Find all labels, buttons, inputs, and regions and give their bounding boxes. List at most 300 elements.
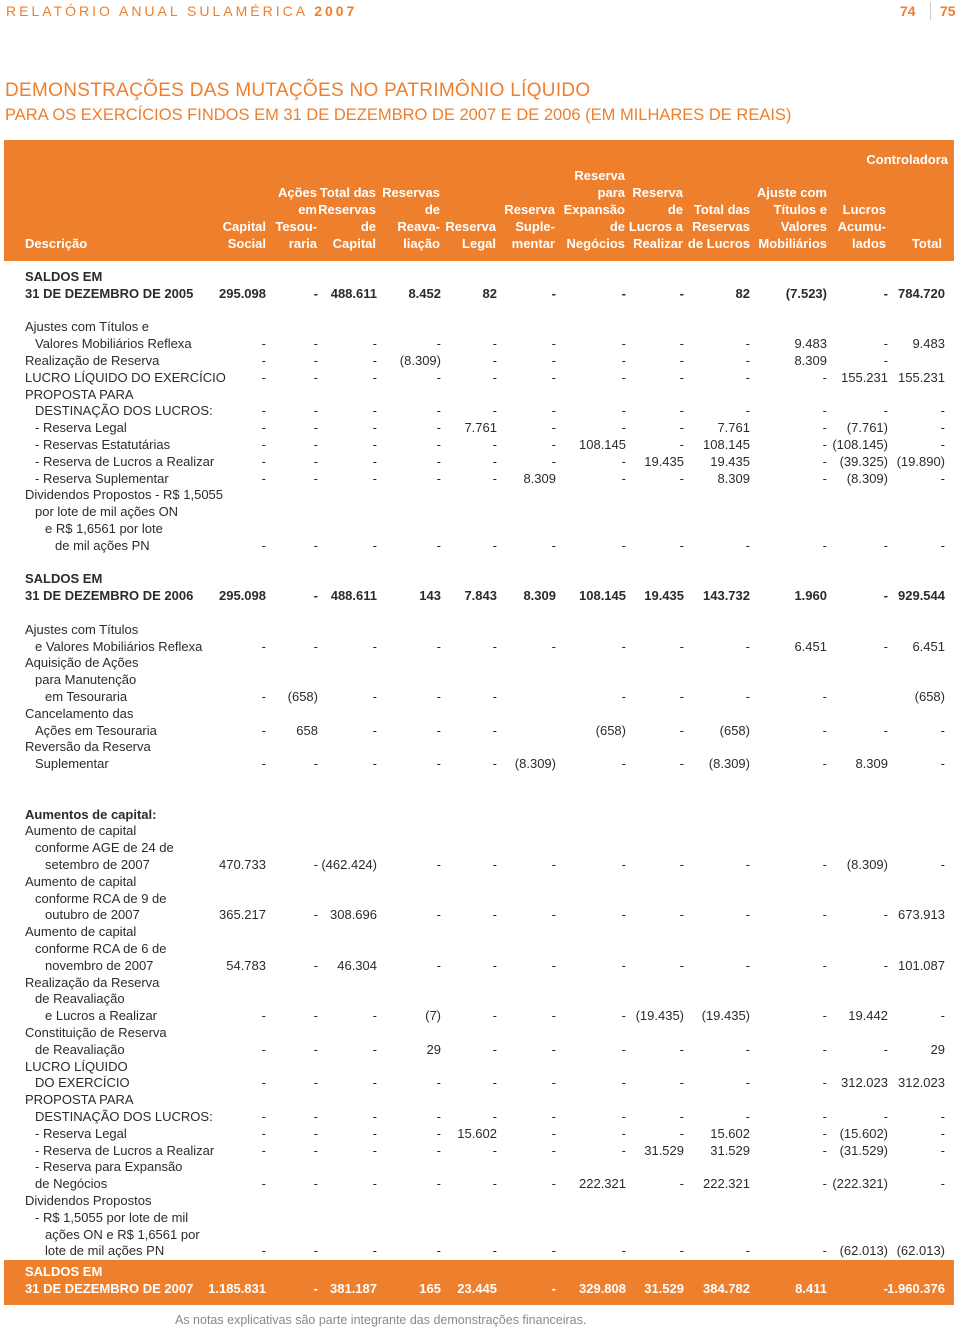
table-cell: 8.309 bbox=[523, 588, 556, 604]
table-cell: - bbox=[679, 907, 684, 923]
table-cell: - bbox=[745, 369, 750, 385]
table-cell: - bbox=[551, 420, 556, 436]
row-label: - Reserva Suplementar bbox=[35, 470, 169, 486]
table-cell: 784.720 bbox=[898, 285, 945, 301]
table-cell: - bbox=[313, 1041, 318, 1057]
table-cell: - bbox=[261, 689, 266, 704]
row-label: - Reserva Legal bbox=[35, 420, 127, 436]
table-cell: - bbox=[261, 437, 266, 452]
table-cell: - bbox=[436, 537, 441, 553]
table-cell: - bbox=[551, 907, 556, 923]
table-cell: (658) bbox=[719, 722, 750, 738]
table-row bbox=[4, 1192, 954, 1209]
row-label: Valores Mobiliários Reflexa bbox=[35, 336, 192, 352]
table-cell: - bbox=[261, 1176, 266, 1192]
table-cell: (222.321) bbox=[832, 1176, 888, 1192]
table-row bbox=[4, 638, 954, 655]
table-row bbox=[4, 890, 954, 907]
table-cell: - bbox=[313, 336, 318, 352]
table-cell: - bbox=[551, 1142, 556, 1158]
controladora-label: Controladora bbox=[866, 152, 948, 167]
table-cell: 295.098 bbox=[219, 285, 266, 301]
table-row bbox=[4, 1242, 954, 1259]
table-cell: 8.309 bbox=[855, 756, 888, 772]
table-row bbox=[4, 1158, 954, 1175]
table-row bbox=[4, 554, 954, 571]
table-row bbox=[4, 755, 954, 772]
row-label: Aumento de capital bbox=[25, 873, 137, 889]
row-label: Aumento de capital bbox=[25, 924, 137, 940]
table-cell: 19.435 bbox=[644, 453, 684, 469]
table-cell: 312.023 bbox=[841, 1075, 888, 1091]
table-cell: - bbox=[551, 1109, 556, 1124]
table-cell: 7.843 bbox=[464, 588, 497, 604]
table-cell: 8.309 bbox=[717, 470, 750, 486]
table-cell: - bbox=[261, 403, 266, 419]
table-cell: - bbox=[745, 857, 750, 872]
table-cell: 15.602 bbox=[710, 1125, 750, 1141]
table-cell: - bbox=[822, 1176, 827, 1192]
table-header bbox=[4, 140, 954, 261]
table-cell: - bbox=[436, 1075, 441, 1091]
row-label: LUCRO LÍQUIDO DO EXERCÍCIO bbox=[25, 369, 226, 385]
table-cell: - bbox=[883, 1041, 888, 1057]
table-row bbox=[4, 621, 954, 638]
table-cell: - bbox=[436, 638, 441, 654]
table-cell: - bbox=[822, 453, 827, 469]
table-cell: (462.424) bbox=[321, 857, 377, 872]
table-cell: - bbox=[492, 470, 497, 486]
table-cell: - bbox=[261, 1008, 266, 1024]
table-cell: - bbox=[940, 403, 945, 419]
table-cell: - bbox=[940, 470, 945, 486]
table-cell: 29 bbox=[426, 1041, 441, 1057]
table-row bbox=[4, 974, 954, 991]
table-cell: (62.013) bbox=[839, 1243, 888, 1259]
table-cell: 295.098 bbox=[219, 588, 266, 604]
table-cell: 929.544 bbox=[898, 588, 945, 604]
table-cell: 7.761 bbox=[717, 420, 750, 436]
table-cell: - bbox=[261, 369, 266, 385]
table-cell: - bbox=[745, 1075, 750, 1091]
table-cell: - bbox=[621, 638, 626, 654]
table-row bbox=[4, 822, 954, 839]
table-cell: - bbox=[492, 857, 497, 872]
table-cell: (7.523) bbox=[785, 285, 827, 301]
row-label: conforme RCA de 6 de bbox=[35, 941, 167, 956]
table-cell: (62.013) bbox=[896, 1243, 945, 1259]
row-label: DESTINAÇÃO DOS LUCROS: bbox=[35, 403, 213, 419]
table-cell: - bbox=[436, 689, 441, 704]
table-cell: - bbox=[551, 353, 556, 368]
table-cell: 488.611 bbox=[330, 285, 377, 301]
table-cell: - bbox=[621, 957, 626, 973]
table-cell: - bbox=[372, 1008, 377, 1024]
table-row bbox=[4, 1209, 954, 1226]
table-cell: - bbox=[261, 638, 266, 654]
table-row bbox=[4, 923, 954, 940]
table-cell: - bbox=[621, 907, 626, 923]
table-cell: 108.145 bbox=[703, 437, 750, 452]
table-cell: - bbox=[883, 353, 888, 368]
row-label: lote de mil ações PN bbox=[45, 1243, 165, 1259]
table-cell: - bbox=[621, 403, 626, 419]
table-cell: 384.782 bbox=[703, 1281, 750, 1296]
table-cell: 329.808 bbox=[579, 1281, 626, 1296]
row-label: e Lucros a Realizar bbox=[45, 1008, 157, 1024]
table-row bbox=[4, 940, 954, 957]
table-row bbox=[4, 705, 954, 722]
table-cell: - bbox=[940, 1008, 945, 1024]
row-label: Cancelamento das bbox=[25, 705, 134, 721]
table-cell: - bbox=[313, 353, 318, 368]
table-cell: - bbox=[313, 957, 318, 973]
column-header: Reserva Legal bbox=[445, 219, 496, 251]
table-cell: - bbox=[551, 1243, 556, 1259]
table-row bbox=[4, 419, 954, 436]
row-label: Aumentos de capital: bbox=[25, 806, 157, 822]
table-row bbox=[4, 570, 954, 587]
table-cell: - bbox=[372, 369, 377, 385]
column-header: Lucros Acumu- lados bbox=[837, 202, 886, 251]
table-cell: 6.451 bbox=[912, 638, 945, 654]
table-cell: - bbox=[745, 353, 750, 368]
page-number-left: 74 bbox=[900, 3, 916, 19]
table-cell: - bbox=[492, 403, 497, 419]
row-label: Ações em Tesouraria bbox=[35, 722, 157, 738]
table-cell: - bbox=[679, 857, 684, 872]
table-cell: - bbox=[551, 403, 556, 419]
table-cell: - bbox=[261, 1243, 266, 1259]
row-label: Suplementar bbox=[35, 756, 109, 772]
row-label: Ajustes com Títulos bbox=[25, 621, 139, 637]
column-header: Ações em Tesou- raria bbox=[275, 185, 317, 251]
statement-title: DEMONSTRAÇÕES DAS MUTAÇÕES NO PATRIMÔNIO LÍQUIDO bbox=[5, 80, 591, 101]
row-label: Constituição de Reserva bbox=[25, 1025, 167, 1040]
table-cell: - bbox=[313, 907, 318, 923]
row-label: SALDOS EM bbox=[25, 269, 103, 284]
table-cell: 222.321 bbox=[703, 1176, 750, 1192]
table-cell: - bbox=[679, 1041, 684, 1057]
table-cell: - bbox=[745, 907, 750, 923]
row-label: por lote de mil ações ON bbox=[35, 504, 179, 520]
row-label: outubro de 2007 bbox=[45, 907, 140, 923]
table-cell: - bbox=[313, 638, 318, 654]
table-cell: - bbox=[492, 1243, 497, 1259]
table-row bbox=[4, 688, 954, 705]
table-cell: - bbox=[551, 537, 556, 553]
table-cell: - bbox=[940, 756, 945, 772]
closing-balance-row bbox=[4, 1263, 954, 1280]
table-cell: - bbox=[492, 689, 497, 704]
table-cell: - bbox=[679, 1075, 684, 1091]
table-cell: - bbox=[492, 722, 497, 738]
table-cell: - bbox=[313, 1176, 318, 1192]
table-cell: - bbox=[940, 857, 945, 872]
table-cell: 6.451 bbox=[794, 638, 827, 654]
table-cell: - bbox=[372, 453, 377, 469]
table-cell: - bbox=[261, 1075, 266, 1091]
table-cell: - bbox=[745, 1109, 750, 1124]
column-header: Total das Reservas de Capital bbox=[318, 185, 376, 251]
table-cell: - bbox=[261, 1041, 266, 1057]
table-cell: - bbox=[679, 403, 684, 419]
table-cell: - bbox=[745, 403, 750, 419]
table-cell: - bbox=[822, 1109, 827, 1124]
table-row bbox=[4, 537, 954, 554]
table-cell: - bbox=[261, 1125, 266, 1141]
row-label: setembro de 2007 bbox=[45, 857, 150, 872]
row-label: Ajustes com Títulos e bbox=[25, 319, 150, 335]
row-label: conforme RCA de 9 de bbox=[35, 890, 167, 906]
table-cell: - bbox=[313, 470, 318, 486]
table-cell: - bbox=[679, 437, 684, 452]
statement-subtitle: PARA OS EXERCÍCIOS FINDOS EM 31 DE DEZEMBRO DE 2007 E DE 2006 (EM MILHARES DE REAIS) bbox=[5, 106, 792, 124]
table-cell: - bbox=[822, 1142, 827, 1158]
table-cell: - bbox=[372, 638, 377, 654]
table-cell: - bbox=[261, 722, 266, 738]
table-cell: - bbox=[372, 1142, 377, 1158]
table-row bbox=[4, 671, 954, 688]
table-cell: - bbox=[883, 907, 888, 923]
table-cell: 23.445 bbox=[457, 1281, 497, 1296]
table-cell: - bbox=[372, 420, 377, 436]
table-cell: - bbox=[551, 453, 556, 469]
table-cell: - bbox=[621, 369, 626, 385]
table-row bbox=[4, 486, 954, 503]
column-header: Reserva para Expansão de Negócios bbox=[563, 168, 625, 251]
table-cell: - bbox=[313, 537, 318, 553]
table-cell: - bbox=[679, 957, 684, 973]
row-label: - Reserva de Lucros a Realizar bbox=[35, 1142, 215, 1158]
table-cell: - bbox=[492, 1142, 497, 1158]
table-cell: - bbox=[679, 285, 684, 301]
table-cell: - bbox=[313, 453, 318, 469]
table-cell: (15.602) bbox=[839, 1125, 888, 1141]
table-cell: - bbox=[372, 336, 377, 352]
table-cell: - bbox=[621, 537, 626, 553]
table-cell: - bbox=[261, 756, 266, 772]
table-cell: - bbox=[883, 1109, 888, 1124]
table-cell: - bbox=[940, 1176, 945, 1192]
table-row bbox=[4, 268, 954, 285]
table-cell: 8.411 bbox=[795, 1281, 827, 1296]
table-cell: - bbox=[313, 1125, 318, 1141]
table-cell: - bbox=[822, 403, 827, 419]
table-cell: (7.761) bbox=[846, 420, 888, 436]
table-cell: - bbox=[679, 336, 684, 352]
table-cell: - bbox=[745, 336, 750, 352]
table-cell: - bbox=[372, 1176, 377, 1192]
table-cell: - bbox=[372, 722, 377, 738]
table-cell: - bbox=[745, 638, 750, 654]
table-cell: - bbox=[372, 353, 377, 368]
table-row bbox=[4, 990, 954, 1007]
table-cell: 9.483 bbox=[912, 336, 945, 352]
table-row bbox=[4, 789, 954, 806]
table-cell: - bbox=[551, 1008, 556, 1024]
table-cell: - bbox=[883, 588, 888, 604]
table-cell: - bbox=[679, 638, 684, 654]
table-row bbox=[4, 335, 954, 352]
table-cell: - bbox=[313, 857, 318, 872]
table-cell: - bbox=[492, 1008, 497, 1024]
table-cell: 31.529 bbox=[644, 1142, 684, 1158]
table-row bbox=[4, 1024, 954, 1041]
table-cell: - bbox=[551, 857, 556, 872]
row-label: conforme AGE de 24 de bbox=[35, 840, 174, 856]
table-cell: - bbox=[492, 437, 497, 452]
table-cell: - bbox=[261, 336, 266, 352]
table-cell: - bbox=[551, 437, 556, 452]
table-cell: - bbox=[621, 1041, 626, 1057]
column-header: Capital Social bbox=[222, 219, 266, 251]
row-label: - R$ 1,5055 por lote de mil bbox=[35, 1209, 189, 1225]
table-cell: 658 bbox=[296, 722, 318, 738]
row-label: de mil ações PN bbox=[55, 537, 150, 553]
table-row bbox=[4, 470, 954, 487]
table-cell: - bbox=[436, 470, 441, 486]
table-row bbox=[4, 738, 954, 755]
table-cell: 308.696 bbox=[330, 907, 377, 923]
table-cell: 29 bbox=[930, 1041, 945, 1057]
footnote: As notas explicativas são parte integrante das demonstrações financeiras. bbox=[175, 1313, 587, 1327]
table-row bbox=[4, 1226, 954, 1243]
row-label: 31 DE DEZEMBRO DE 2005 bbox=[25, 285, 194, 301]
table-cell: - bbox=[261, 453, 266, 469]
table-row bbox=[4, 402, 954, 419]
table-cell: - bbox=[492, 537, 497, 553]
row-label: Realização da Reserva bbox=[25, 974, 160, 990]
table-cell: 8.309 bbox=[794, 353, 827, 368]
table-cell: 8.452 bbox=[408, 285, 441, 301]
table-cell: - bbox=[313, 285, 318, 301]
table-row bbox=[4, 302, 954, 319]
table-cell: - bbox=[551, 1125, 556, 1141]
table-cell: - bbox=[436, 403, 441, 419]
table-cell: (39.325) bbox=[839, 453, 888, 469]
table-cell: - bbox=[883, 285, 888, 301]
column-header: Total bbox=[911, 236, 942, 251]
table-cell: - bbox=[313, 1281, 318, 1296]
table-row bbox=[4, 369, 954, 386]
table-row bbox=[4, 587, 954, 604]
table-row bbox=[4, 436, 954, 453]
table-cell: - bbox=[313, 756, 318, 772]
table-cell: - bbox=[679, 1243, 684, 1259]
table-cell: 222.321 bbox=[579, 1176, 626, 1192]
table-cell: 19.435 bbox=[710, 453, 750, 469]
table-cell: - bbox=[822, 1075, 827, 1091]
table-cell: - bbox=[621, 1142, 626, 1158]
table-cell: 54.783 bbox=[226, 957, 266, 973]
table-cell: - bbox=[492, 907, 497, 923]
table-cell: 381.187 bbox=[330, 1281, 377, 1296]
table-cell: - bbox=[436, 1243, 441, 1259]
table-cell: - bbox=[883, 537, 888, 553]
table-cell: - bbox=[621, 453, 626, 469]
table-cell: 46.304 bbox=[337, 957, 377, 973]
table-cell: - bbox=[940, 1142, 945, 1158]
table-cell: 82 bbox=[482, 285, 497, 301]
table-cell: - bbox=[621, 857, 626, 872]
table-cell: - bbox=[436, 756, 441, 772]
table-cell: - bbox=[313, 1109, 318, 1124]
table-cell: - bbox=[313, 1075, 318, 1091]
table-cell: - bbox=[940, 722, 945, 738]
table-row bbox=[4, 839, 954, 856]
column-header: Ajuste com Títulos e Valores Mobiliários bbox=[756, 185, 827, 251]
table-cell: - bbox=[883, 336, 888, 352]
table-row bbox=[4, 1108, 954, 1125]
row-label: Aumento de capital bbox=[25, 823, 137, 839]
table-cell: - bbox=[822, 907, 827, 923]
table-cell: - bbox=[492, 1109, 497, 1124]
row-label: Dividendos Propostos - R$ 1,5055 bbox=[25, 487, 224, 503]
row-label: - Reserva Legal bbox=[35, 1125, 127, 1141]
table-cell: 155.231 bbox=[898, 369, 945, 385]
table-cell: - bbox=[745, 537, 750, 553]
row-label: Dividendos Propostos bbox=[25, 1193, 152, 1208]
table-cell: (19.435) bbox=[635, 1008, 684, 1024]
table-cell: - bbox=[679, 689, 684, 704]
table-cell: - bbox=[883, 403, 888, 419]
row-label: em Tesouraria bbox=[45, 689, 128, 704]
table-row bbox=[4, 1007, 954, 1024]
table-cell: - bbox=[940, 437, 945, 452]
table-row bbox=[4, 906, 954, 923]
table-cell: - bbox=[372, 470, 377, 486]
table-cell: - bbox=[313, 369, 318, 385]
table-cell: - bbox=[313, 1008, 318, 1024]
row-label: DESTINAÇÃO DOS LUCROS: bbox=[35, 1109, 213, 1124]
table-cell: 143 bbox=[419, 588, 441, 604]
table-cell: - bbox=[551, 1075, 556, 1091]
table-cell: - bbox=[621, 756, 626, 772]
table-cell: - bbox=[621, 689, 626, 704]
report-name: RELATÓRIO ANUAL SULAMÉRICA bbox=[6, 3, 308, 19]
table-cell: - bbox=[492, 1041, 497, 1057]
table-cell: - bbox=[822, 857, 827, 872]
table-cell: - bbox=[621, 336, 626, 352]
table-cell: - bbox=[436, 453, 441, 469]
table-cell: - bbox=[372, 1075, 377, 1091]
table-cell: - bbox=[883, 638, 888, 654]
table-cell: - bbox=[436, 1125, 441, 1141]
page-number-divider bbox=[930, 2, 931, 20]
table-row bbox=[4, 772, 954, 789]
column-header: Total das Reservas de Lucros bbox=[687, 202, 750, 251]
table-cell: (658) bbox=[287, 689, 318, 704]
table-cell: - bbox=[436, 1176, 441, 1192]
table-cell: - bbox=[261, 1142, 266, 1158]
table-cell: - bbox=[313, 403, 318, 419]
table-cell: 19.442 bbox=[848, 1008, 888, 1024]
table-cell: - bbox=[679, 420, 684, 436]
table-cell: - bbox=[492, 369, 497, 385]
row-label: - Reserva para Expansão bbox=[35, 1159, 183, 1175]
table-cell: - bbox=[551, 957, 556, 973]
table-cell: - bbox=[372, 689, 377, 704]
table-cell: - bbox=[822, 957, 827, 973]
table-cell: - bbox=[883, 1281, 888, 1296]
row-label: de Reavaliação bbox=[35, 991, 125, 1007]
row-label: de Reavaliação bbox=[35, 1041, 125, 1057]
table-row bbox=[4, 1125, 954, 1142]
table-cell: - bbox=[436, 369, 441, 385]
row-label: - Reserva de Lucros a Realizar bbox=[35, 453, 215, 469]
closing-balance-row bbox=[4, 1280, 954, 1297]
